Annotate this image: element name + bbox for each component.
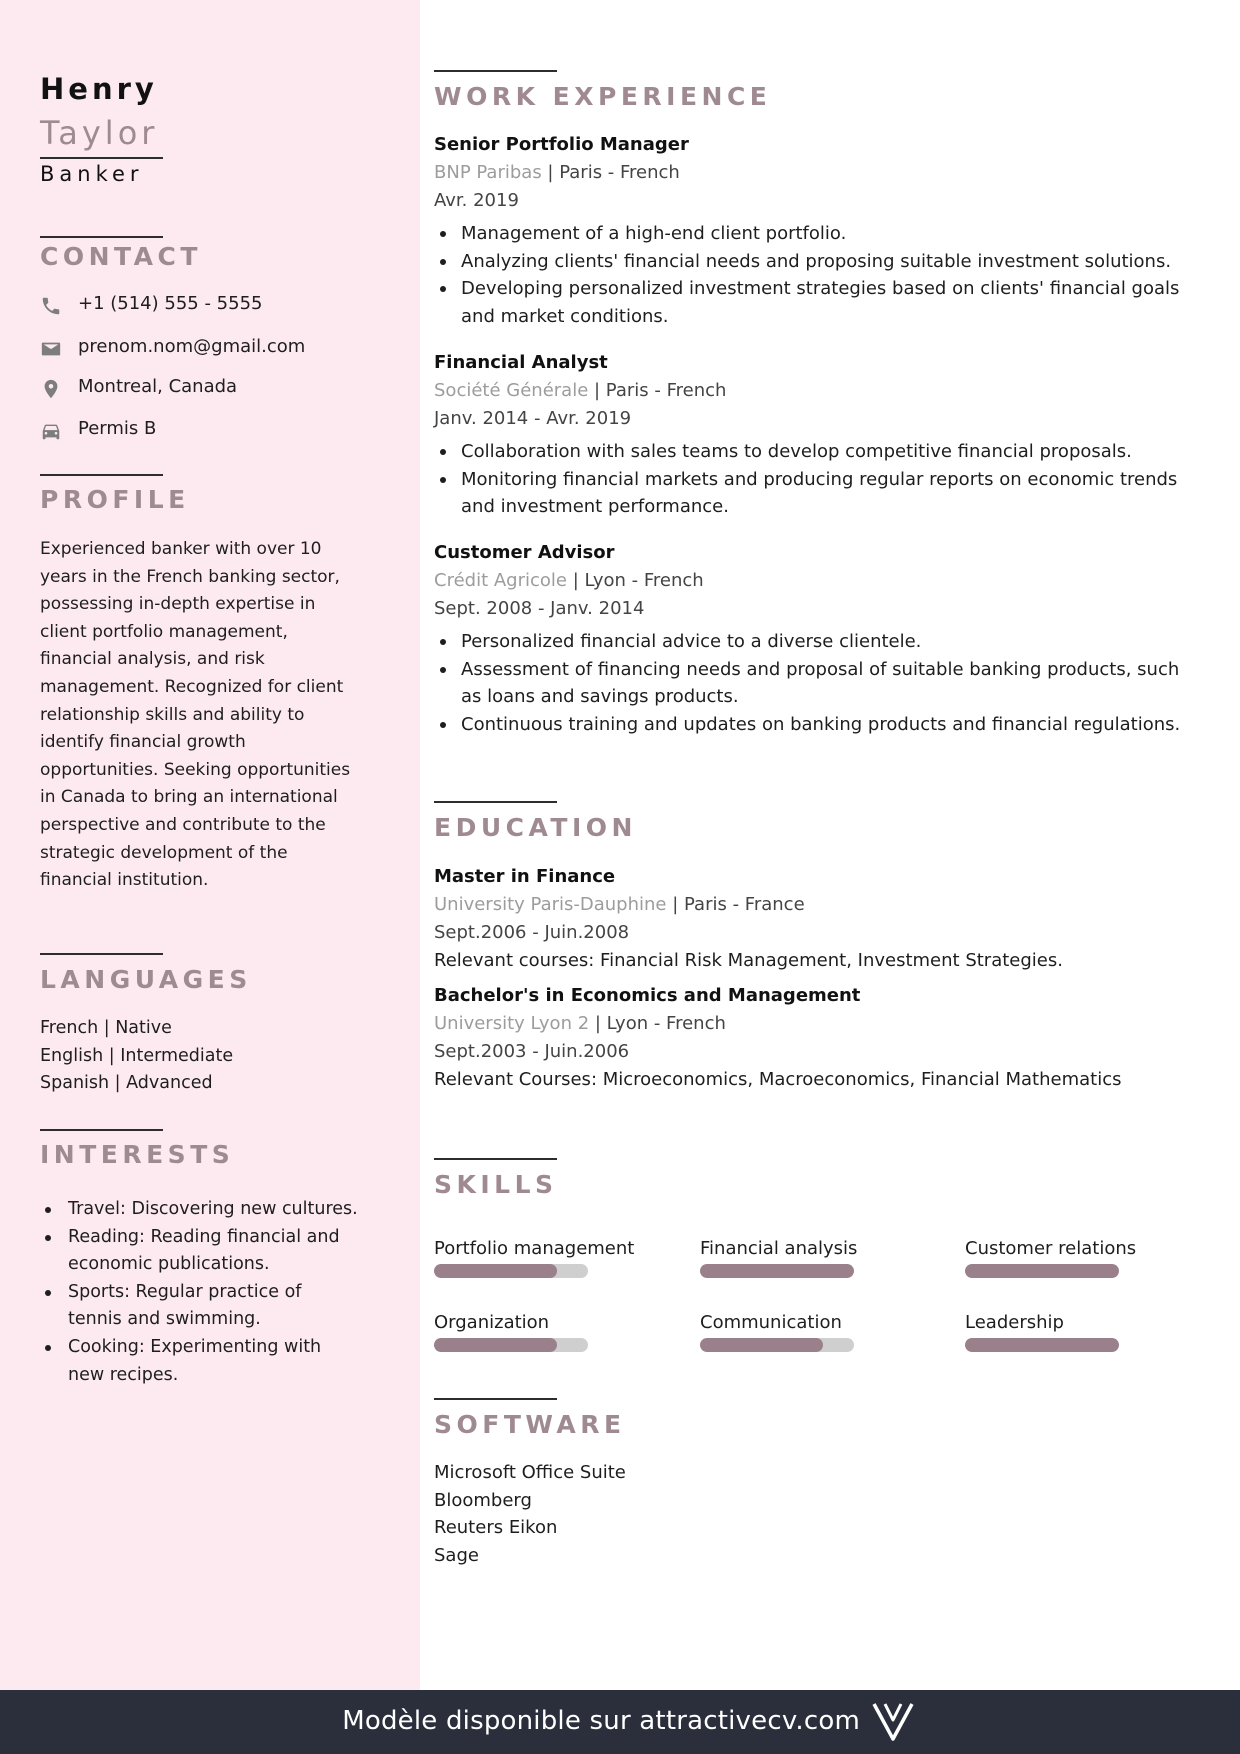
education-courses: Relevant Courses: Microeconomics, Macroeconomics, Financial Mathematics xyxy=(434,1069,1122,1090)
interest-item: Travel: Discovering new cultures. xyxy=(40,1196,360,1224)
school-meta xyxy=(434,1013,726,1034)
main-content xyxy=(434,0,1224,1690)
footer-text[interactable]: Modèle disponible sur attractivecv.com xyxy=(342,1706,860,1736)
education-dates: Sept.2006 - Juin.2008 xyxy=(434,922,630,943)
job-bullet: Monitoring financial markets and producing regular reports on economic trends and investment performance. xyxy=(434,466,1194,521)
job-bullet: Collaboration with sales teams to develop competitive financial proposals. xyxy=(434,438,1194,466)
footer-banner xyxy=(0,1690,1240,1754)
job-meta xyxy=(434,570,704,591)
languages-divider xyxy=(40,953,163,955)
work-heading: WORK EXPERIENCE xyxy=(434,82,772,111)
attractivecv-logo-icon xyxy=(872,1702,914,1742)
location-pin-icon xyxy=(40,378,62,400)
profile-text: Experienced banker with over 10 years in the French banking sector, possessing in-depth expertise in client portfolio management, financial analysis, and risk management. Recognized for client relationship skills and ability to identify financial growth opportunities. Seeking opportunities in Canada to bring an international perspective and contribute to the strategic development of the financial institution. xyxy=(40,539,351,891)
mail-icon xyxy=(40,338,62,360)
school-name: University Paris-Dauphine xyxy=(434,894,667,915)
phone-icon xyxy=(40,295,62,317)
interests-list xyxy=(40,1196,360,1389)
skill-bar xyxy=(965,1264,1119,1278)
name-divider xyxy=(40,157,163,159)
skill-bar xyxy=(965,1338,1119,1352)
profile-heading: PROFILE xyxy=(40,485,190,514)
last-name: Taylor xyxy=(40,114,159,152)
skill-item xyxy=(434,1238,664,1278)
languages-heading: LANGUAGES xyxy=(40,965,252,994)
job-location: | Lyon - French xyxy=(566,570,704,591)
software-item: Bloomberg xyxy=(434,1490,532,1511)
skills-heading: SKILLS xyxy=(434,1170,558,1199)
contact-location-text: Montreal, Canada xyxy=(78,376,238,397)
software-item: Sage xyxy=(434,1545,479,1566)
skill-label: Communication xyxy=(700,1312,842,1333)
job-meta xyxy=(434,380,726,401)
profile-divider xyxy=(40,474,163,476)
job-title: Banker xyxy=(40,162,144,186)
education-dates: Sept.2003 - Juin.2006 xyxy=(434,1041,630,1062)
school-location: | Lyon - French xyxy=(589,1013,726,1034)
skill-bar xyxy=(700,1338,854,1352)
job-dates: Avr. 2019 xyxy=(434,190,519,211)
language-item: Spanish | Advanced xyxy=(40,1073,213,1093)
education-divider xyxy=(434,801,557,803)
job-company: Société Générale xyxy=(434,380,589,401)
skill-bar-fill xyxy=(700,1264,854,1278)
skill-bar xyxy=(434,1264,588,1278)
skill-bar-fill xyxy=(965,1264,1119,1278)
software-item: Microsoft Office Suite xyxy=(434,1462,626,1483)
language-item: English | Intermediate xyxy=(40,1046,234,1066)
software-divider xyxy=(434,1398,557,1400)
degree-title: Bachelor's in Economics and Management xyxy=(434,985,861,1006)
education-heading: EDUCATION xyxy=(434,813,637,842)
school-name: University Lyon 2 xyxy=(434,1013,590,1034)
job-bullets xyxy=(434,438,1194,521)
job-bullet: Continuous training and updates on banking products and financial regulations. xyxy=(434,711,1194,739)
interests-divider xyxy=(40,1129,163,1131)
job-company: Crédit Agricole xyxy=(434,570,567,591)
skill-bar-fill xyxy=(434,1264,557,1278)
job-bullet: Personalized financial advice to a diverse clientele. xyxy=(434,628,1194,656)
contact-divider xyxy=(40,236,163,238)
job-bullet: Developing personalized investment strategies based on clients' financial goals and market conditions. xyxy=(434,275,1194,330)
job-bullet: Analyzing clients' financial needs and proposing suitable investment solutions. xyxy=(434,248,1194,276)
job-bullets xyxy=(434,220,1194,330)
first-name: Henry xyxy=(40,72,158,106)
job-dates: Sept. 2008 - Janv. 2014 xyxy=(434,598,645,619)
job-role: Senior Portfolio Manager xyxy=(434,134,689,155)
car-icon xyxy=(40,420,62,442)
skill-label: Leadership xyxy=(965,1312,1064,1333)
skill-label: Financial analysis xyxy=(700,1238,858,1259)
degree-title: Master in Finance xyxy=(434,866,616,887)
job-company: BNP Paribas xyxy=(434,162,542,183)
sidebar xyxy=(0,0,420,1690)
skill-bar-fill xyxy=(700,1338,823,1352)
interests-heading: INTERESTS xyxy=(40,1140,235,1169)
work-divider xyxy=(434,70,557,72)
skill-item xyxy=(965,1312,1195,1352)
job-dates: Janv. 2014 - Avr. 2019 xyxy=(434,408,632,429)
contact-heading: CONTACT xyxy=(40,242,202,271)
skill-label: Portfolio management xyxy=(434,1238,635,1259)
job-location: | Paris - French xyxy=(588,380,727,401)
job-bullet: Assessment of financing needs and proposal of suitable banking products, such as loans and savings products. xyxy=(434,656,1194,711)
software-item: Reuters Eikon xyxy=(434,1517,558,1538)
skill-item xyxy=(434,1312,664,1352)
education-courses: Relevant courses: Financial Risk Management, Investment Strategies. xyxy=(434,950,1063,971)
interest-item: Reading: Reading financial and economic publications. xyxy=(40,1224,360,1279)
job-role: Customer Advisor xyxy=(434,542,615,563)
contact-phone-text: +1 (514) 555 - 5555 xyxy=(78,293,263,314)
job-role: Financial Analyst xyxy=(434,352,608,373)
software-heading: SOFTWARE xyxy=(434,1410,626,1439)
school-location: | Paris - France xyxy=(666,894,805,915)
skill-bar xyxy=(434,1338,588,1352)
interest-item: Cooking: Experimenting with new recipes. xyxy=(40,1334,360,1389)
school-meta xyxy=(434,894,805,915)
skills-divider xyxy=(434,1158,557,1160)
skill-item xyxy=(700,1238,930,1278)
language-item: French | Native xyxy=(40,1018,172,1038)
skill-label: Customer relations xyxy=(965,1238,1137,1259)
contact-license-text: Permis B xyxy=(78,418,157,439)
skill-bar xyxy=(700,1264,854,1278)
skill-label: Organization xyxy=(434,1312,550,1333)
job-bullet: Management of a high-end client portfolio. xyxy=(434,220,1194,248)
job-bullets xyxy=(434,628,1194,738)
job-location: | Paris - French xyxy=(541,162,680,183)
skill-item xyxy=(700,1312,930,1352)
skill-item xyxy=(965,1238,1195,1278)
contact-email-text: prenom.nom@gmail.com xyxy=(78,336,306,357)
skill-bar-fill xyxy=(434,1338,557,1352)
job-meta xyxy=(434,162,680,183)
skill-bar-fill xyxy=(965,1338,1119,1352)
interest-item: Sports: Regular practice of tennis and swimming. xyxy=(40,1279,360,1334)
